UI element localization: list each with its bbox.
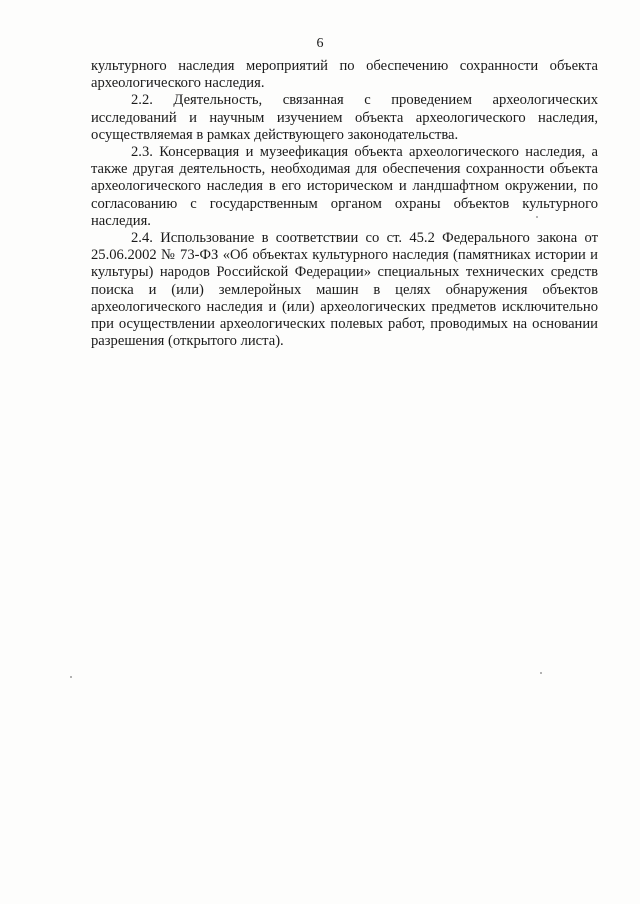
- document-body: [91, 58, 598, 350]
- scan-speck: [70, 676, 72, 678]
- page-number: 6: [316, 36, 324, 51]
- paragraph-2-4: 2.4. Использование в соответствии со ст. 45.2 Федерального закона от 25.06.2002 № 73-ФЗ «Об объектах культурного наследия (памятниках истории и культуры) народов Российской Федерации» специальных технических средств поиска и (или) землеройных машин в целях обнаружения объектов археологического наследия и (или) археологических предметов исключительно при осуществлении археологических полевых работ, проводимых на основании разрешения (открытого листа).: [91, 230, 598, 350]
- scan-speck: [540, 672, 542, 674]
- scan-speck: [536, 216, 538, 218]
- paragraph-2-3: 2.3. Консервация и музеефикация объекта археологического наследия, а также другая деятельность, необходимая для обеспечения сохранности объекта археологического наследия в его историческом и ландшафтном окружении, по согласованию с государственным органом охраны объектов культурного наследия.: [91, 144, 598, 229]
- paragraph-continuation: культурного наследия мероприятий по обеспечению сохранности объекта археологического наследия.: [91, 58, 598, 92]
- paragraph-2-2: 2.2. Деятельность, связанная с проведением археологических исследований и научным изучением объекта археологического наследия, осуществляемая в рамках действующего законодательства.: [91, 92, 598, 143]
